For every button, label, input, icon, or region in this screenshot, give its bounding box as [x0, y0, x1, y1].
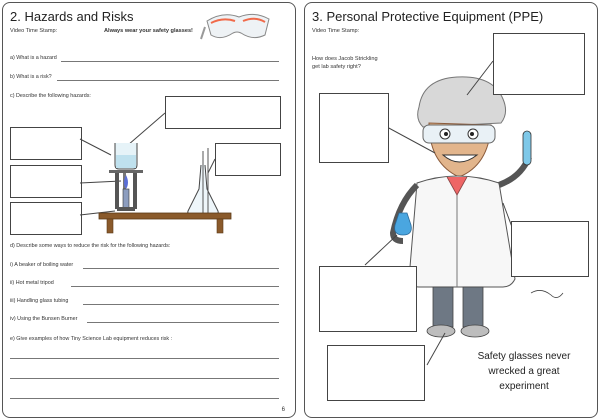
- ppe-answer-box[interactable]: [327, 345, 425, 401]
- caption: [465, 349, 583, 394]
- timestamp-label: Video Time Stamp:: [10, 28, 58, 34]
- answer-line[interactable]: [61, 61, 279, 62]
- question-e: e) Give examples of how Tiny Science Lab equipment reduces risk :: [10, 336, 173, 342]
- ppe-answer-box[interactable]: [319, 266, 417, 332]
- question-d: d) Describe some ways to reduce the risk for the following hazards:: [10, 243, 171, 249]
- caption-line: wrecked a great: [488, 366, 560, 377]
- answer-line[interactable]: [10, 378, 279, 379]
- question-d-iii: iii) Handling glass tubing: [10, 298, 69, 304]
- timestamp-label: Video Time Stamp:: [312, 28, 360, 34]
- question-a: a) What is a hazard: [10, 55, 57, 61]
- worksheet-page-ppe: [304, 2, 598, 418]
- worksheet-page-hazards: [2, 2, 296, 418]
- ppe-question-line-1: How does Jacob Strickling: [312, 56, 378, 62]
- answer-line[interactable]: [57, 80, 279, 81]
- ppe-answer-box[interactable]: [511, 221, 589, 277]
- safety-note: Always wear your safety glasses!: [104, 28, 193, 34]
- answer-line[interactable]: [83, 268, 279, 269]
- caption-line: experiment: [499, 381, 549, 392]
- answer-line[interactable]: [10, 358, 279, 359]
- answer-line[interactable]: [71, 286, 279, 287]
- page-number: 6: [281, 407, 285, 413]
- lab-bench-illustration: [3, 93, 293, 233]
- question-c: c) Describe the following hazards:: [10, 93, 91, 99]
- ppe-answer-box[interactable]: [493, 33, 585, 95]
- question-d-ii: ii) Hot metal tripod: [10, 280, 54, 286]
- page-title: 2. Hazards and Risks: [10, 9, 134, 24]
- question-b: b) What is a risk?: [10, 74, 52, 80]
- answer-line[interactable]: [83, 304, 279, 305]
- question-d-i: i) A beaker of boiling water: [10, 262, 74, 268]
- safety-goggles-icon: [203, 7, 273, 47]
- ppe-question-line-2: get lab safety right?: [312, 64, 361, 70]
- ppe-answer-box[interactable]: [319, 93, 389, 163]
- caption-line: Safety glasses never: [477, 351, 571, 362]
- answer-line[interactable]: [87, 322, 279, 323]
- answer-line[interactable]: [10, 398, 279, 399]
- page-title: 3. Personal Protective Equipment (PPE): [312, 9, 544, 24]
- question-d-iv: iv) Using the Bunsen Burner: [10, 316, 78, 322]
